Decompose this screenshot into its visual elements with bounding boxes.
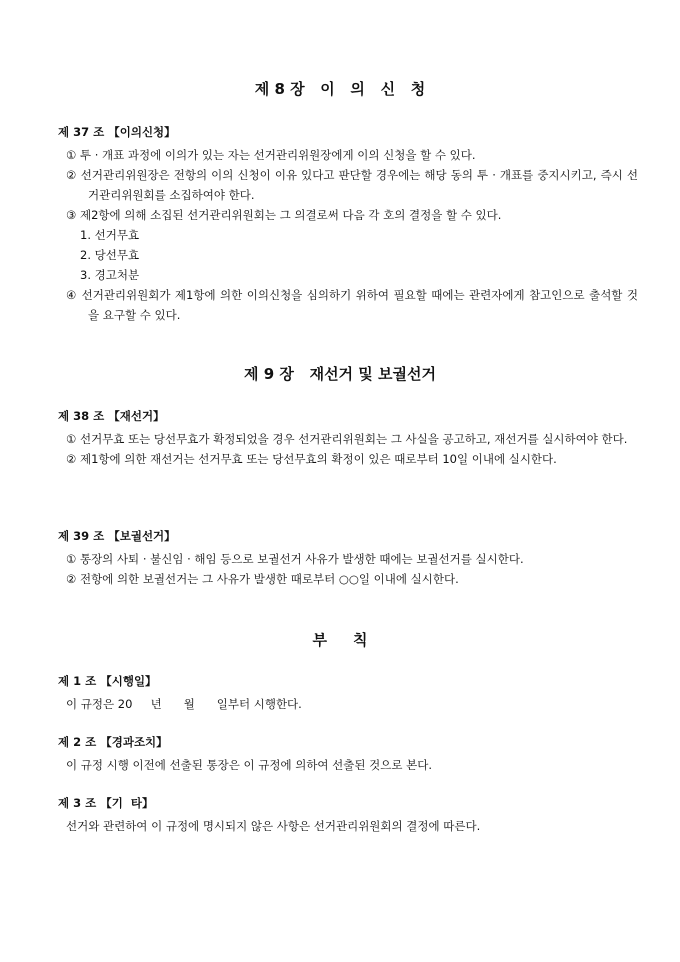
addenda-article-2 [58,734,638,775]
article-37-subitem-2: 2. 당선무효 [80,248,140,262]
addenda-article-1 [58,673,638,714]
article-38-item-1: ① 선거무효 또는 당선무효가 확정되었을 경우 선거관리위원회는 그 사실을 공고하고, 재선거를 실시하여야 한다. [66,432,628,446]
article-37 [58,124,638,325]
chapter-8-title: 제 8 장 이 의 신 청 [254,80,426,98]
article-37-item-4: ④ 선거관리위원회가 제1항에 의한 이의신청을 심의하기 위하여 필요할 때에는 관련자에게 참고인으로 출석할 것을 요구할 수 있다. [66,288,638,322]
addenda-article-1-title: 제 1 조 【시행일】 [58,674,157,688]
addenda-article-2-text: 이 규정 시행 이전에 선출된 통장은 이 규정에 의하여 선출된 것으로 본다. [66,758,433,772]
article-37-item-1: ① 투 · 개표 과정에 이의가 있는 자는 선거관리위원장에게 이의 신청을 할 수 있다. [66,148,476,162]
article-39 [58,528,638,589]
article-38 [58,408,638,469]
article-38-title: 제 38 조 【재선거】 [58,409,165,423]
article-37-item-2: ② 선거관리위원장은 전항의 이의 신청이 이유 있다고 판단할 경우에는 해당 동의 투 · 개표를 중지시키고, 즉시 선거관리위원회를 소집하여야 한다. [66,168,638,202]
chapter-9-title: 제 9 장 재선거 및 보궐선거 [244,365,436,383]
article-39-item-1: ① 통장의 사퇴 · 불신임 · 해임 등으로 보궐선거 사유가 발생한 때에는 보궐선거를 실시한다. [66,552,524,566]
addenda-title: 부 칙 [312,631,368,649]
addenda-article-3 [58,795,638,836]
article-37-item-3: ③ 제2항에 의해 소집된 선거관리위원회는 그 의결로써 다음 각 호의 결정을 할 수 있다. [66,208,502,222]
addenda-article-3-text: 선거와 관련하여 이 규정에 명시되지 않은 사항은 선거관리위원회의 결정에 따른다. [66,819,481,833]
article-37-subitem-3: 3. 경고처분 [80,268,140,282]
article-38-item-2: ② 제1항에 의한 재선거는 선거무효 또는 당선무효의 확정이 있은 때로부터 10일 이내에 실시한다. [66,452,557,466]
addenda-article-3-title: 제 3 조 【기 타】 [58,796,154,810]
addenda-article-2-title: 제 2 조 【경과조치】 [58,735,168,749]
article-39-title: 제 39 조 【보궐선거】 [58,529,176,543]
article-37-title: 제 37 조 【이의신청】 [58,125,176,139]
article-39-item-2: ② 전항에 의한 보궐선거는 그 사유가 발생한 때로부터 ○○일 이내에 실시한다. [66,572,459,586]
article-37-subitem-1: 1. 선거무효 [80,228,140,242]
addenda-article-1-text: 이 규정은 20 년 월 일부터 시행한다. [66,697,302,711]
